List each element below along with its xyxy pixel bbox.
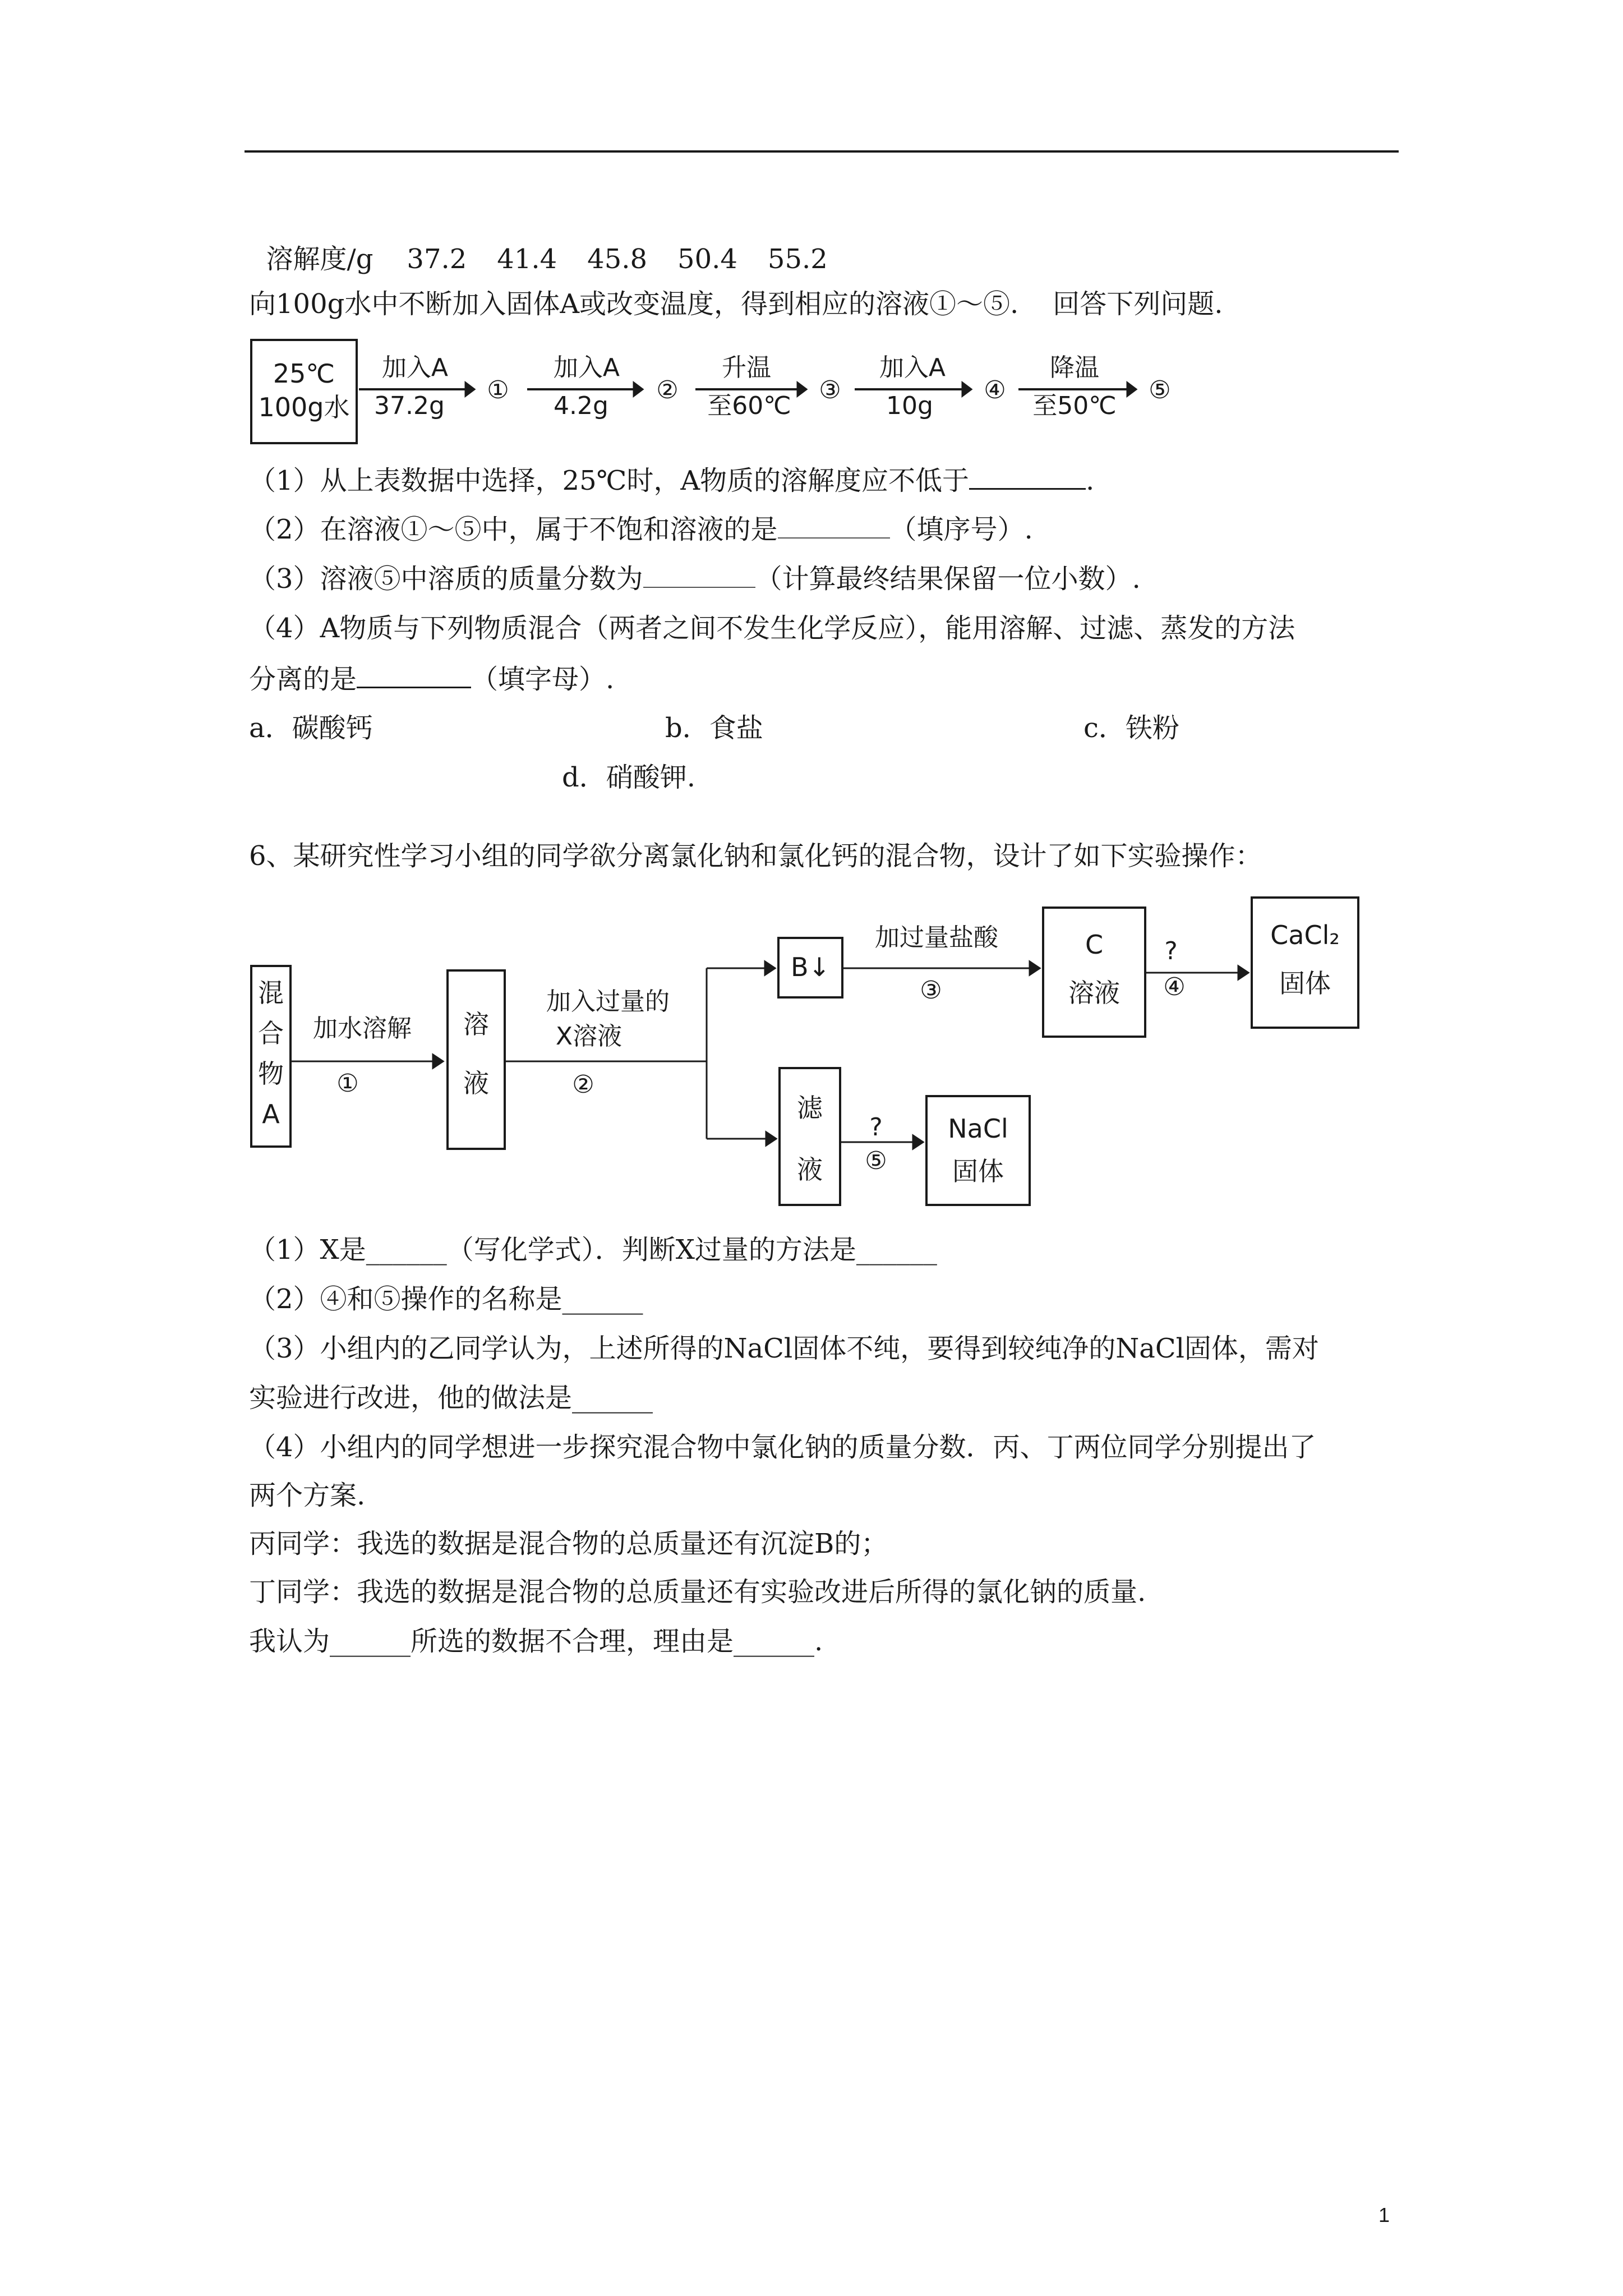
option-c: c．铁粉 xyxy=(1083,712,1179,744)
arrowhead xyxy=(634,383,643,396)
q6-intro: 6、某研究性学习小组的同学欲分离氯化钠和氯化钙的混合物，设计了如下实验操作： xyxy=(249,840,1262,872)
solution-1: ① xyxy=(487,376,509,404)
arrowhead xyxy=(433,1055,443,1068)
start-temp: 25℃ xyxy=(273,358,335,389)
q6-sub4-line1: （4）小组内的同学想进一步探究混合物中氯化钠的质量分数．丙、丁两位同学分别提出了 xyxy=(249,1432,1316,1463)
arrowhead xyxy=(797,383,806,396)
q6-sub2: （2）④和⑤操作的名称是______ xyxy=(249,1283,643,1315)
q5-sub2-text: （2）在溶液①～⑤中，属于不饱和溶液的是 xyxy=(249,514,778,545)
solubility-value: 45.8 xyxy=(587,243,648,275)
solution-3: ③ xyxy=(819,376,841,404)
op2-label-line2: X溶液 xyxy=(555,1022,623,1051)
q5-sub1-text: （1）从上表数据中选择，25℃时，A物质的溶解度应不低于 xyxy=(249,465,969,496)
precipitate-b-box: B↓ xyxy=(777,937,843,999)
solution-c-text: 溶液 xyxy=(1068,978,1120,1008)
q5-sub3-text: （3）溶液⑤中溶质的质量分数为 xyxy=(249,563,643,595)
q5-intro: 向100g水中不断加入固体A或改变温度，得到相应的溶液①～⑤. 回答下列问题. xyxy=(249,288,1223,320)
step1-bottom: 37.2g xyxy=(374,392,445,420)
step2-top: 加入A xyxy=(553,353,620,382)
solution-char: 液 xyxy=(463,1068,489,1098)
solution-char: 溶 xyxy=(463,1009,489,1039)
solubility-value: 55.2 xyxy=(767,243,828,275)
q5-sub4-text: 分离的是 xyxy=(249,664,357,695)
q5-sub1-end: . xyxy=(1085,465,1095,496)
arrowhead xyxy=(913,1135,923,1149)
step1-top: 加入A xyxy=(381,353,449,382)
q5-sub4-end: （填字母）. xyxy=(471,664,615,695)
step2-bottom: 4.2g xyxy=(554,392,608,420)
op3-label: 加过量盐酸 xyxy=(875,923,998,952)
step5-top: 降温 xyxy=(1050,353,1099,382)
q5-sub2-end: （填序号）. xyxy=(889,514,1033,545)
solution-c-label: C xyxy=(1085,930,1104,960)
step4-bottom: 10g xyxy=(886,392,933,420)
solubility-value: 50.4 xyxy=(677,243,737,275)
op4-number: ④ xyxy=(1163,973,1186,1001)
arrowhead xyxy=(1127,383,1136,396)
q6-sub4-line2: 两个方案. xyxy=(249,1480,366,1511)
mixture-char: 物 xyxy=(258,1059,284,1089)
nacl-solid-text: 固体 xyxy=(952,1156,1004,1186)
option-a: a．碳酸钙 xyxy=(249,712,373,744)
q5-sub3-end: （计算最终结果保留一位小数）. xyxy=(755,563,1141,595)
solution-4: ④ xyxy=(984,376,1006,404)
arrowhead xyxy=(962,383,971,396)
arrowhead xyxy=(766,1132,776,1145)
mixture-char: A xyxy=(262,1099,280,1129)
op2-number: ② xyxy=(572,1070,594,1099)
solubility-label: 溶解度/g xyxy=(266,243,374,275)
step3-top: 升温 xyxy=(722,353,771,382)
q6-sub3-line2: 实验进行改进，他的做法是______ xyxy=(249,1382,653,1414)
cacl2-formula: CaCl₂ xyxy=(1270,920,1340,950)
solubility-value: 41.4 xyxy=(497,243,557,275)
op3-number: ③ xyxy=(920,976,942,1005)
step3-bottom: 至60℃ xyxy=(707,392,791,420)
solution-2: ② xyxy=(656,376,679,404)
op4-question: ? xyxy=(1164,937,1178,965)
step5-bottom: 至50℃ xyxy=(1032,392,1117,420)
cacl2-solid-text: 固体 xyxy=(1279,968,1331,999)
q5-sub4-line1: （4）A物质与下列物质混合（两者之间不发生化学反应），能用溶解、过滤、蒸发的方法 xyxy=(249,613,1295,644)
arrowhead xyxy=(1030,961,1040,975)
mixture-char: 合 xyxy=(258,1018,284,1048)
filtrate-char: 液 xyxy=(797,1154,823,1185)
mixture-char: 混 xyxy=(258,978,284,1008)
page-number: 1 xyxy=(1378,2203,1390,2226)
arrowhead xyxy=(465,383,474,396)
op5-number: ⑤ xyxy=(865,1147,887,1175)
q6-sub3-line1: （3）小组内的乙同学认为，上述所得的NaCl固体不纯，要得到较纯净的NaCl固体，需对 xyxy=(249,1333,1319,1364)
arrowhead xyxy=(765,961,775,975)
q6-sub4-line5: 我认为______所选的数据不合理，理由是______. xyxy=(249,1626,823,1657)
q6-sub4-line3: 丙同学：我选的数据是混合物的总质量还有沉淀B的； xyxy=(249,1528,888,1559)
q6-sub4-line4: 丁同学：我选的数据是混合物的总质量还有实验改进后所得的氯化钠的质量. xyxy=(249,1576,1146,1608)
start-water: 100g水 xyxy=(258,392,350,422)
solubility-value: 37.2 xyxy=(407,243,467,275)
option-b: b．食盐 xyxy=(665,712,763,744)
solution-5: ⑤ xyxy=(1149,376,1171,404)
op5-question: ? xyxy=(869,1113,883,1142)
op1-label: 加水溶解 xyxy=(313,1014,412,1043)
step4-top: 加入A xyxy=(879,353,946,382)
q6-sub1: （1）X是______（写化学式）．判断X过量的方法是______ xyxy=(249,1234,937,1266)
op1-number: ① xyxy=(336,1069,359,1098)
op2-label-line1: 加入过量的 xyxy=(546,987,670,1016)
nacl-formula: NaCl xyxy=(948,1114,1008,1144)
option-d: d．硝酸钾. xyxy=(562,762,695,793)
arrowhead xyxy=(1238,966,1248,979)
filtrate-char: 滤 xyxy=(797,1093,823,1123)
